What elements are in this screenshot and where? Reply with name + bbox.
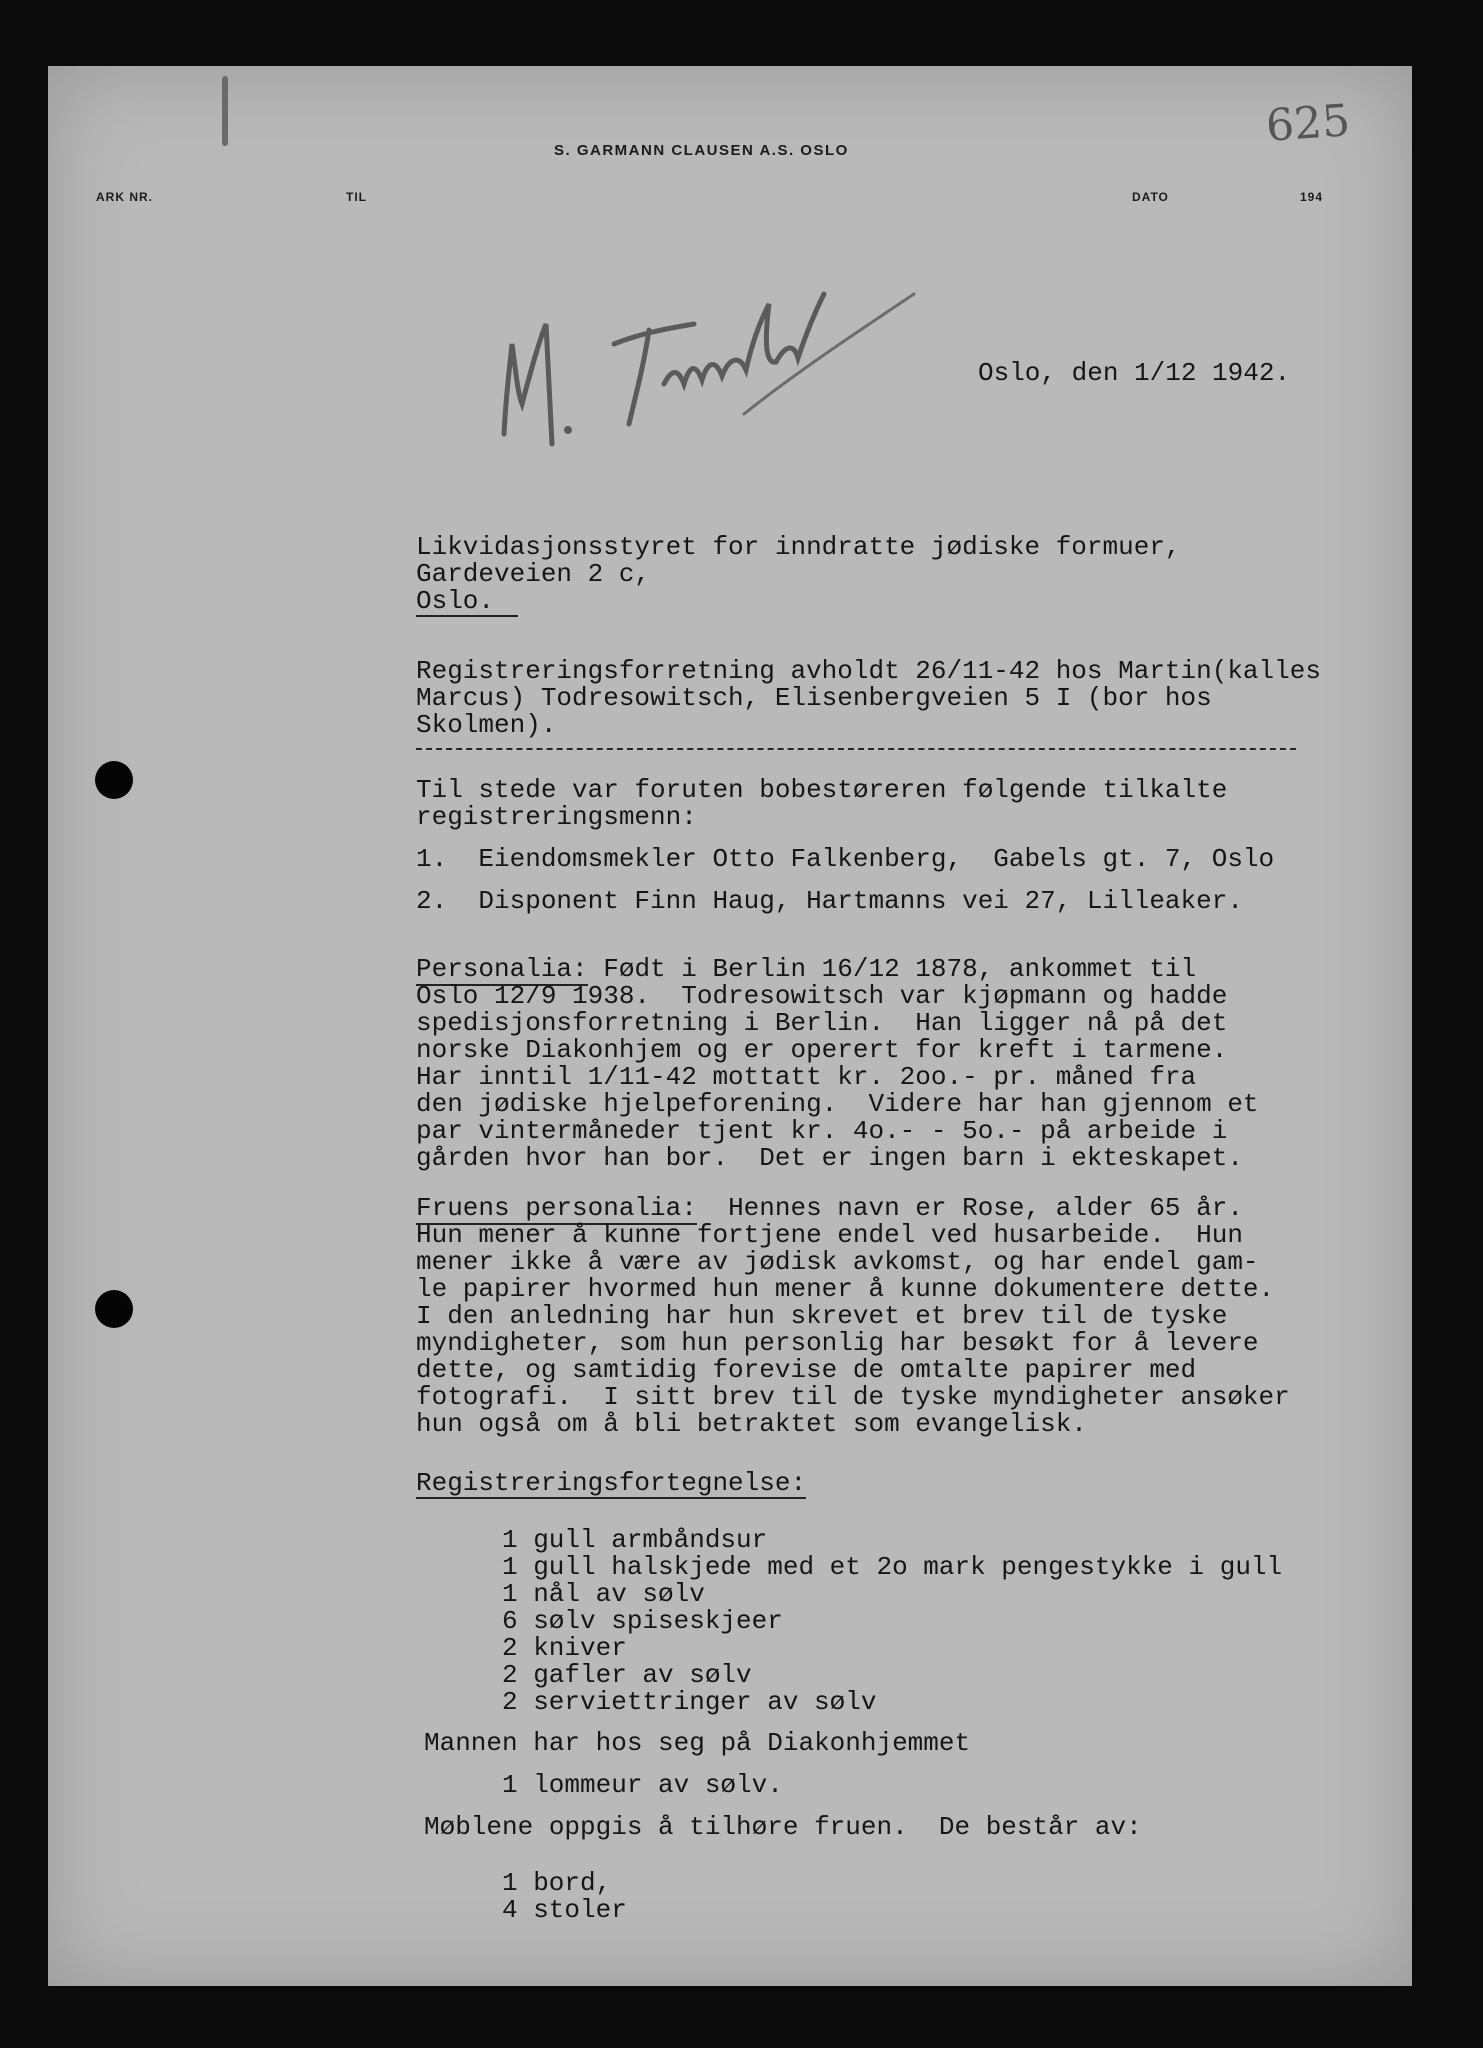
registrering-item-7: 2 serviettringer av sølv — [502, 1687, 877, 1717]
fruens-line-3: mener ikke å være av jødisk avkomst, og har endel gam- — [416, 1247, 1259, 1277]
document-page — [48, 66, 1412, 1986]
lommeur-line: 1 lommeur av sølv. — [502, 1770, 783, 1800]
furniture-item-2: 4 stoler — [502, 1895, 627, 1925]
recipient-line-1: Likvidasjonsstyret for inndratte jødiske formuer, — [416, 532, 1181, 562]
registrering-item-3: 1 nål av sølv — [502, 1579, 705, 1609]
registrering-item-6: 2 gafler av sølv — [502, 1660, 752, 1690]
til-label: TIL — [346, 190, 367, 204]
personalia-line-1 — [416, 956, 1196, 983]
fruens-line-5: I den anledning har hun skrevet et brev til de tyske — [416, 1301, 1228, 1331]
ark-nr-label: ARK NR. — [96, 190, 153, 204]
signature-drawing — [464, 234, 944, 474]
recipient-line-2: Gardeveien 2 c, — [416, 559, 651, 589]
fruens-line-2: Hun mener å kunne fortjene endel ved husarbeide. Hun — [416, 1220, 1243, 1250]
dato-label: DATO — [1132, 190, 1169, 204]
personalia-line-7: par vintermåneder tjent kr. 4o.- - 5o.- på arbeide i — [416, 1116, 1228, 1146]
binder-hole-top — [95, 761, 133, 799]
mannen-line: Mannen har hos seg på Diakonhjemmet — [424, 1728, 971, 1758]
company-letterhead: S. GARMANN CLAUSEN A.S. OSLO — [554, 142, 849, 159]
personalia-line-5: Har inntil 1/11-42 mottatt kr. 2oo.- pr. måned fra — [416, 1062, 1197, 1092]
subject-line-1: Registreringsforretning avholdt 26/11-42 hos Martin(kalles — [416, 656, 1321, 686]
fruens-text: Hennes navn er Rose, alder 65 år. — [696, 1193, 1243, 1223]
binder-hole-bottom — [95, 1290, 133, 1328]
subject-line-2: Marcus) Todresowitsch, Elisenbergveien 5 I (bor hos — [416, 683, 1212, 713]
attendee-2: 2. Disponent Finn Haug, Hartmanns vei 27, Lilleaker. — [416, 886, 1243, 916]
moblene-line: Møblene oppgis å tilhøre fruen. De består av: — [424, 1812, 1142, 1842]
fruens-line-7: dette, og samtidig forevise de omtalte papirer med — [416, 1355, 1197, 1385]
pencil-mark — [222, 76, 228, 146]
attendees-intro-1: Til stede var foruten bobestøreren følgende tilkalte — [416, 775, 1228, 805]
personalia-text: Født i Berlin 16/12 1878, ankommet til — [587, 954, 1197, 984]
dashed-divider — [416, 748, 1296, 750]
registrering-heading: Registreringsfortegnelse: — [416, 1468, 807, 1498]
registrering-item-2: 1 gull halskjede med et 2o mark pengestykke i gull — [502, 1552, 1283, 1582]
fruens-line-9: hun også om å bli betraktet som evangelisk. — [416, 1409, 1087, 1439]
fruens-line-4: le papirer hvormed hun mener å kunne dokumentere dette. — [416, 1274, 1275, 1304]
fruens-line-1 — [416, 1195, 1243, 1222]
registrering-item-4: 6 sølv spiseskjeer — [502, 1606, 783, 1636]
personalia-line-3: spedisjonsforretning i Berlin. Han ligger nå på det — [416, 1008, 1228, 1038]
personalia-line-4: norske Diakonhjem og er operert for kreft i tarmene. — [416, 1035, 1228, 1065]
date-line: Oslo, den 1/12 1942. — [978, 358, 1291, 388]
personalia-line-8: gården hvor han bor. Det er ingen barn i ekteskapet. — [416, 1143, 1243, 1173]
personalia-line-2: Oslo 12/9 1938. Todresowitsch var kjøpmann og hadde — [416, 981, 1228, 1011]
subject-line-3: Skolmen). — [416, 710, 557, 740]
fruens-line-6: myndigheter, som hun personlig har besøkt for å levere — [416, 1328, 1259, 1358]
attendees-intro-2: registreringsmenn: — [416, 802, 697, 832]
furniture-item-1: 1 bord, — [502, 1868, 612, 1898]
registrering-item-5: 2 kniver — [502, 1633, 627, 1663]
personalia-line-6: den jødiske hjelpeforening. Videre har han gjennom et — [416, 1089, 1259, 1119]
attendee-1: 1. Eiendomsmekler Otto Falkenberg, Gabels gt. 7, Oslo — [416, 844, 1275, 874]
fruens-line-8: fotografi. I sitt brev til de tyske myndigheter ansøker — [416, 1382, 1290, 1412]
signature — [448, 216, 944, 497]
fruens-heading: Fruens personalia: — [416, 1193, 697, 1223]
personalia-heading: Personalia: — [416, 954, 588, 984]
registrering-item-1: 1 gull armbåndsur — [502, 1525, 768, 1555]
recipient-line-3: Oslo. — [416, 588, 518, 617]
year-prefix: 194 — [1300, 190, 1324, 204]
file-number: 625 — [1264, 95, 1352, 152]
